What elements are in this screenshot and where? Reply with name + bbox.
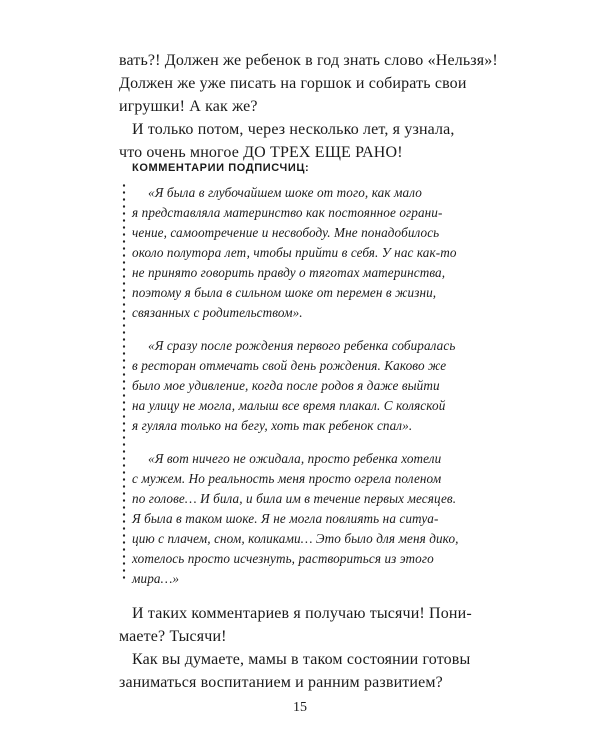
body-text-line: Должен же уже писать на горшок и собирать свои [119,75,467,92]
quote-line: мира…» [132,571,180,586]
quote-line: чение, самоотречение и несвободу. Мне понадобилось [132,225,440,240]
quote-line: Я была в таком шоке. Я не могла повлиять на ситуа- [132,511,439,526]
quote-line: не принято говорить правду о тяготах материнства, [132,265,446,280]
quote-line: с мужем. Но реальность меня просто огрела поленом [132,471,442,486]
body-text-line: И только потом, через несколько лет, я узнала, [132,121,455,138]
quote-line: по голове… И била, и била им в течение первых месяцев. [132,491,457,506]
quote-line: хотелось просто исчезнуть, раствориться из этого [132,551,434,566]
quote-line: на улицу не могла, малыш все время плакал. С коляской [132,398,446,413]
comments-heading: КОММЕНТАРИИ ПОДПИСЧИЦ: [132,162,310,174]
quote-line: цию с плачем, сном, коликами… Это было для меня дико, [132,531,459,546]
quote-line: в ресторан отмечать свой день рождения. Каково же [132,358,447,373]
body-text-line: вать?! Должен же ребенок в год знать слово «Нельзя»! [119,52,498,69]
body-text-line: И таких комментариев я получаю тысячи! Пони- [132,605,472,622]
quote-line: «Я была в глубочайшем шоке от того, как мало [148,185,422,200]
quote-line: я представляла материнство как постоянное ограни- [132,205,443,220]
quote-line: «Я вот ничего не ожидала, просто ребенка хотели [148,451,442,466]
quote-line: поэтому я была в сильном шоке от перемен в жизни, [132,285,437,300]
quote-line: «Я сразу после рождения первого ребенка собиралась [148,338,456,353]
body-text-line: маете? Тысячи! [119,628,227,645]
page-number: 15 [293,700,307,715]
body-text-line: игрушки! А как же? [119,98,258,115]
quote-line: было мое удивление, когда после родов я даже выйти [132,378,440,393]
body-text-line: заниматься воспитанием и ранним развитием? [119,674,443,691]
body-text-line: Как вы думаете, мамы в таком состоянии готовы [132,651,471,668]
quote-line: я гуляла только на бегу, хоть так ребенок спал». [132,418,413,433]
body-text-line: что очень многое ДО ТРЕХ ЕЩЕ РАНО! [119,144,403,161]
quote-line: около полутора лет, чтобы прийти в себя. У нас как-то [132,245,457,260]
dotted-margin-rule [122,182,126,582]
quote-line: связанных с родительством». [132,305,303,320]
